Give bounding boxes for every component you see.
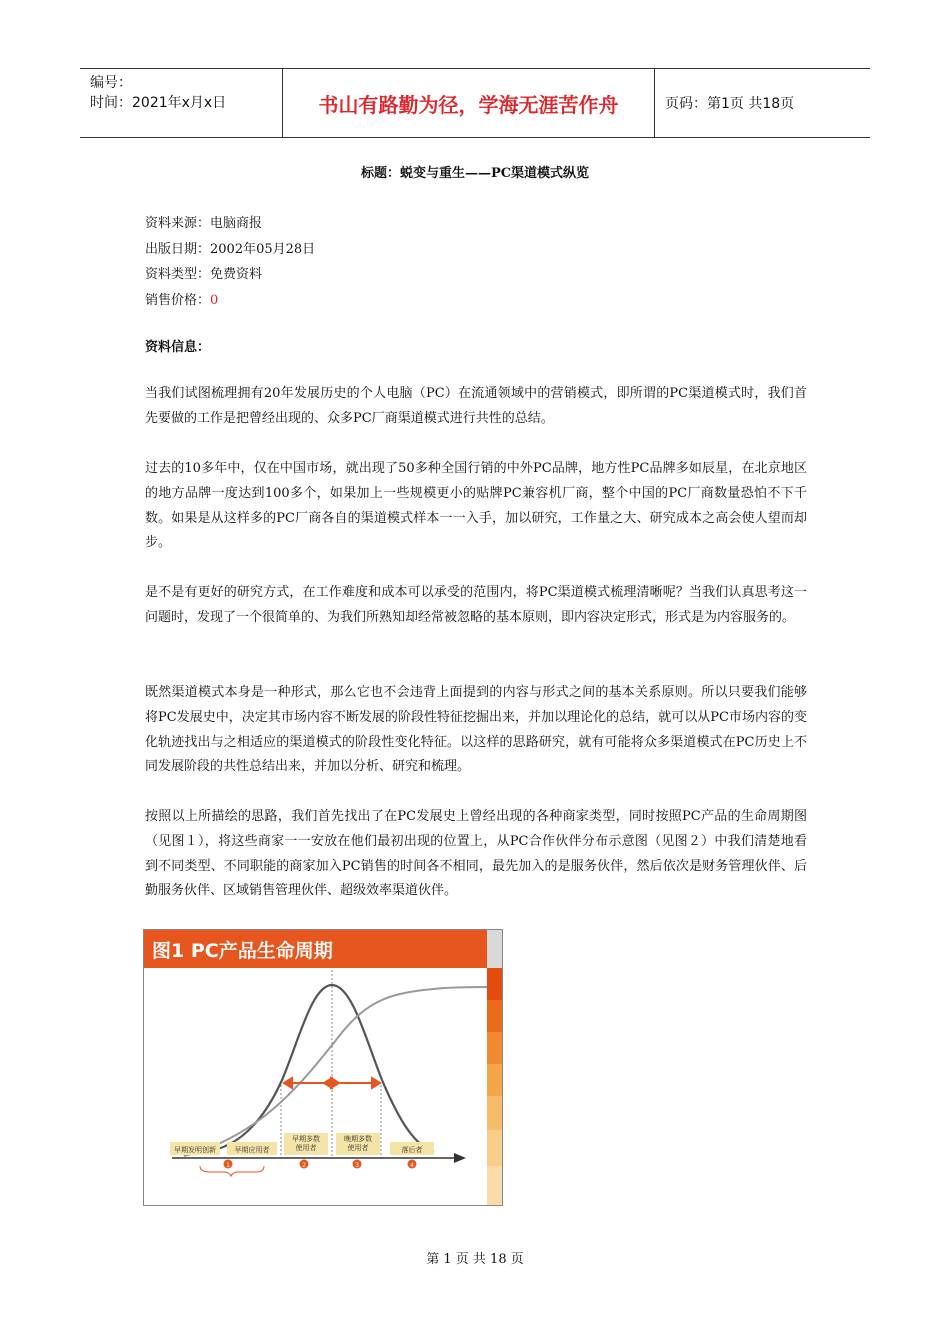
stage-label-2: 早期应用者 (234, 1146, 270, 1154)
paragraph-5: 按照以上所描绘的思路，我们首先找出了在PC发展史上曾经出现的各种商家类型，同时按照PC产品的生命周期图（见图１），将这些商家一一安放在他们最初出现的位置上，从PC合作伙伴分布示意图（见图２）中我们清楚地看到不同类型、不同职能的商家加入PC销售的时间各不相同，最先加入的是服务伙伴，然后依次是财务管理伙伴、后勤服务伙伴、区域销售管理伙伴、超级效率渠道伙伴。 (145, 809, 807, 899)
meta-price: 销售价格：0 (145, 292, 219, 308)
stage-label-3-wrap (284, 1133, 328, 1155)
marker-label-4: 4 (410, 1162, 414, 1169)
stage-label-4-wrap (336, 1133, 380, 1155)
header-motto: 书山有路勤为径，学海无涯苦作舟 (282, 69, 655, 137)
stage-label-5: 落后者 (401, 1146, 423, 1154)
time-label: 时间：2021年x月x日 (90, 95, 227, 111)
marker-label-3: 3 (355, 1162, 359, 1169)
sidebar-band-5 (487, 1096, 502, 1130)
paragraph-4: 既然渠道模式本身是一种形式，那么它也不会违背上面提到的内容与形式之间的基本关系原则。所以只要我们能够将PC发展史中，决定其市场内容不断发展的阶段性特征挖掘出来，并加以理论化的总结，就可以从PC市场内容的变化轨迹找出与之相适应的渠道模式的阶段性变化特征。以这样的思路研究，就有可能将众多渠道模式在PC历史上不同发展阶段的共性总结出来，并加以分析、研究和梳理。 (145, 685, 807, 775)
article-title: 标题：蜕变与重生——PC渠道模式纵览 (360, 166, 590, 181)
marker-label-1: 1 (226, 1162, 230, 1169)
page-footer: 第 1 页 共 18 页 (426, 1252, 524, 1267)
sidebar-band-2 (487, 1000, 502, 1032)
paragraph-2: 过去的10多年中，仅在中国市场，就出现了50多种全国行销的中外PC品牌，地方性PC品牌多如辰星，在北京地区的地方品牌一度达到100多个，如果加上一些规模更小的贴牌PC兼容机厂商，整个中国的PC厂商数量恐怕不下千数。如果是从这样多的PC厂商各自的渠道模式样本一一入手，加以研究，工作量之大、研究成本之高会使人望而却步。 (145, 461, 807, 551)
sidebar-top (487, 930, 502, 968)
adoption-bell-curve (204, 985, 434, 1152)
sidebar-band-3 (487, 1032, 502, 1064)
info-label: 资料信息： (145, 340, 211, 355)
stage-label-4: 晚期多数使用者 (344, 1135, 372, 1152)
document-header (80, 68, 870, 138)
cumulative-s-curve (184, 987, 487, 1156)
early-stage-brace (200, 1166, 264, 1176)
orange-arrows (284, 1078, 380, 1088)
sidebar-band-1 (487, 968, 502, 1000)
figure-pc-lifecycle (143, 929, 503, 1206)
arrow-left-head (284, 1078, 292, 1088)
marker-label-2: 2 (302, 1162, 306, 1169)
sidebar-band-7 (487, 1166, 502, 1205)
arrow-right-head (372, 1078, 380, 1088)
number-label: 编号： (90, 75, 132, 91)
paragraph-3: 是不是有更好的研究方式，在工作难度和成本可以承受的范围内，将PC渠道模式梳理清晰呢？当我们认真思考这一问题时，发现了一个很简单的、为我们所熟知却经常被忽略的基本原则，即内容决定形式，形式是为内容服务的。 (145, 585, 807, 625)
header-left-cell (80, 69, 282, 137)
meta-date: 出版日期：2002年05月28日 (145, 241, 316, 257)
article-meta (145, 211, 315, 313)
header-page-info: 页码：第1页 共18页 (665, 96, 795, 112)
meta-source: 资料来源：电脑商报 (145, 216, 263, 231)
x-axis-arrow (454, 1153, 466, 1163)
figure-title: 图1 PC产品生命周期 (152, 940, 333, 962)
lifecycle-diagram (144, 930, 502, 1205)
arrow-mid-left-head (324, 1078, 332, 1088)
stage-label-1: 早期发明创新 (174, 1146, 216, 1154)
sidebar-band-4 (487, 1064, 502, 1096)
paragraph-1: 当我们试图梳理拥有20年发展历史的个人电脑（PC）在流通领域中的营销模式，即所谓的PC渠道模式时，我们首先要做的工作是把曾经出现的、众多PC厂商渠道模式进行共性的总结。 (145, 386, 807, 426)
sidebar-band-6 (487, 1130, 502, 1166)
stage-label-3: 早期多数使用者 (292, 1135, 320, 1152)
meta-type: 资料类型：免费资料 (145, 267, 263, 282)
